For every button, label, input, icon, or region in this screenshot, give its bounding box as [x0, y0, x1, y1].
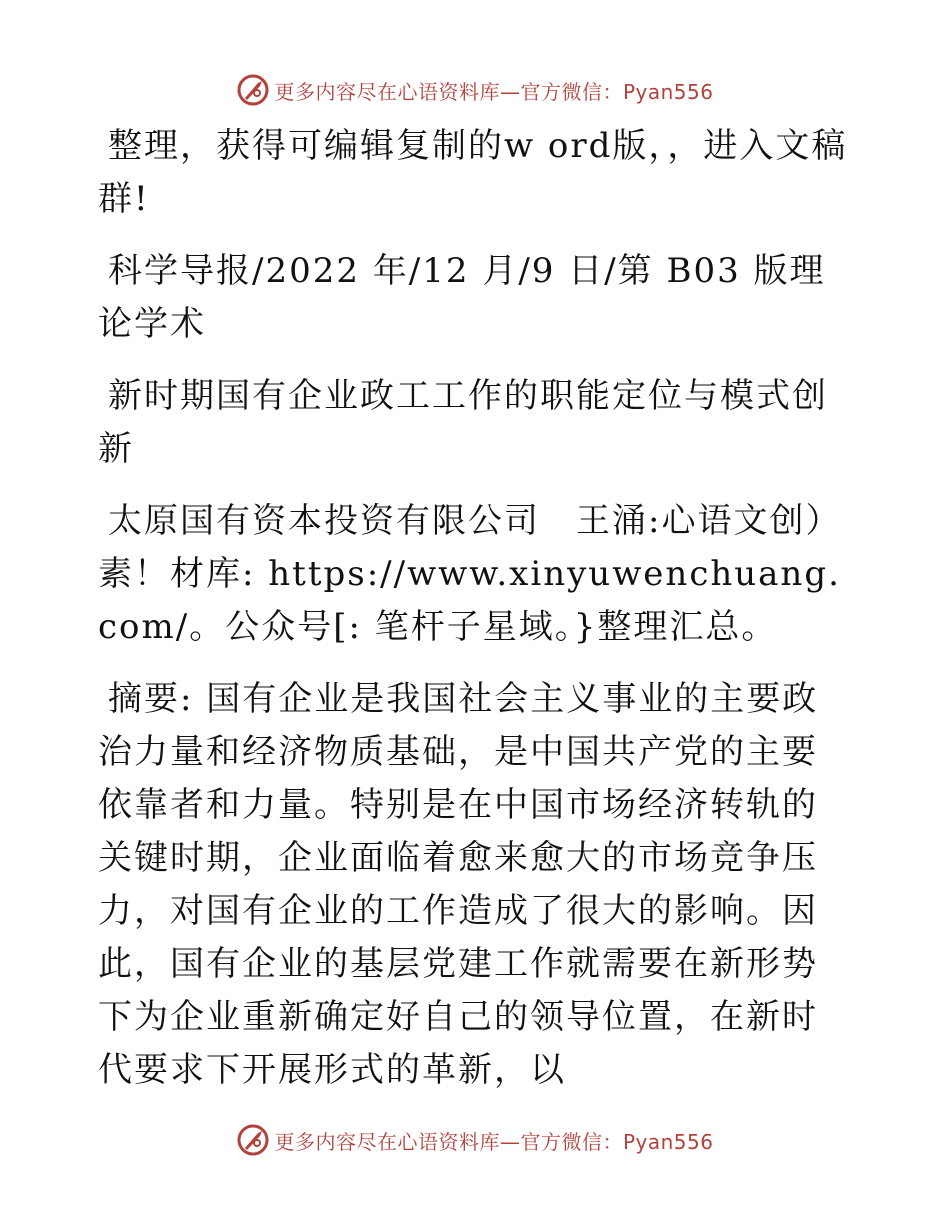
footer-banner: [0, 1120, 950, 1160]
footer-banner-text: 更多内容尽在心语资料库—官方微信：Pyan556: [274, 1129, 714, 1154]
intro-paragraph: 整理，获得可编辑复制的w ord版，，进入文稿群!: [98, 126, 848, 219]
header-banner-text: 更多内容尽在心语资料库—官方微信：Pyan556: [274, 79, 714, 104]
quill-logo-icon: [236, 73, 270, 107]
quill-logo-icon: [236, 1123, 270, 1157]
document-body: [98, 120, 850, 1097]
source-line: 科学导报/2022 年/12 月/9 日/第 B03 版理论学术: [98, 251, 826, 344]
article-title: 新时期国有企业政工工作的职能定位与模式创新: [98, 376, 828, 469]
abstract-paragraph: 摘要: 国有企业是我国社会主义事业的主要政治力量和经济物质基础，是中国共产党的主要依靠者和力量。特别是在中国市场经济转轨的关键时期，企业面临着愈来愈大的市场竞争压力，对国有企业的工作造成了很大的影响。因此，国有企业的基层党建工作就需要在新形势下为企业重新确定好自己的领导位置，在新时代要求下开展形式的革新，以: [98, 679, 819, 1090]
author-line: 太原国有资本投资有限公司 王涌:心语文创）素！材库: https://www.xinyuwenchuang.com/。公众号[: 笔杆子星域。}整理汇总。: [98, 501, 842, 647]
header-banner: [0, 70, 950, 110]
